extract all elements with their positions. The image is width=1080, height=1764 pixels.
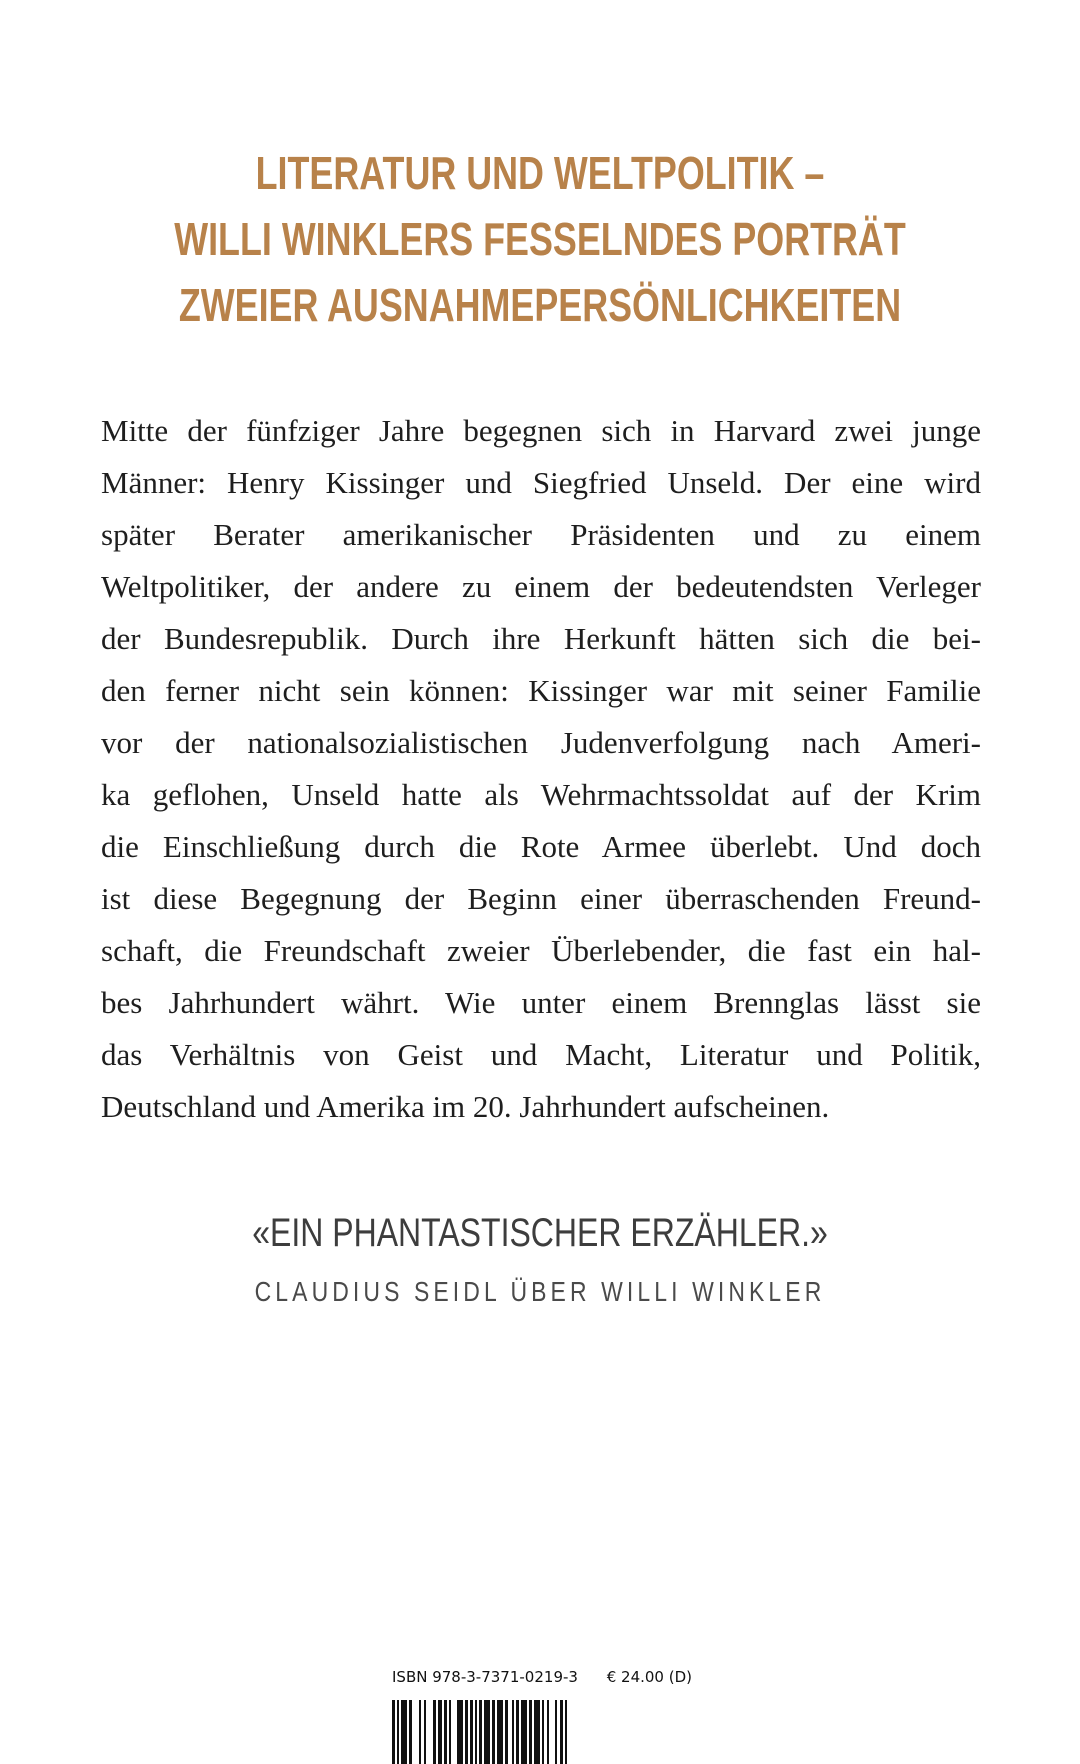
price: € 24.00 (D) [606, 1668, 692, 1686]
isbn-number: ISBN 978-3-7371-0219-3 [392, 1668, 578, 1686]
blurb-line: das Verhältnis von Geist und Macht, Literatur und Politik, [101, 1037, 981, 1072]
headline-line: LITERATUR UND WELTPOLITIK – [255, 147, 825, 199]
headline [119, 140, 961, 338]
barcode-icon [392, 1700, 690, 1764]
blurb-line: ist diese Begegnung der Beginn einer überraschenden Freund- [101, 881, 981, 916]
headline-line: WILLI WINKLERS FESSELNDES PORTRÄT [174, 213, 906, 265]
blurb-line: später Berater amerikanischer Präsidenten und zu einem [101, 517, 981, 552]
blurb-line: die Einschließung durch die Rote Armee überlebt. Und doch [101, 829, 981, 864]
blurb-line: Mitte der fünfziger Jahre begegnen sich in Harvard zwei junge [101, 413, 981, 448]
blurb-line: vor der nationalsozialistischen Judenverfolgung nach Ameri- [101, 725, 981, 760]
blurb-line: Männer: Henry Kissinger und Siegfried Unseld. Der eine wird [101, 465, 981, 500]
blurb-paragraph [101, 405, 981, 1133]
blurb-line: ka geflohen, Unseld hatte als Wehrmachtssoldat auf der Krim [101, 777, 981, 812]
blurb-line: den ferner nicht sein können: Kissinger war mit seiner Familie [101, 673, 981, 708]
review-quote: «EIN PHANTASTISCHER ERZÄHLER.» [252, 1211, 828, 1255]
blurb-line: schaft, die Freundschaft zweier Überlebender, die fast ein hal- [101, 933, 981, 968]
blurb-line: Weltpolitiker, der andere zu einem der bedeutendsten Verleger [101, 569, 981, 604]
isbn-price-row [392, 1668, 692, 1686]
blurb-line: Deutschland und Amerika im 20. Jahrhundert aufscheinen. [101, 1089, 830, 1124]
headline-line: ZWEIER AUSNAHMEPERSÖNLICHKEITEN [178, 279, 902, 331]
blurb-line: bes Jahrhundert währt. Wie unter einem Brennglas lässt sie [101, 985, 981, 1020]
blurb-line: der Bundesrepublik. Durch ihre Herkunft hätten sich die bei- [101, 621, 981, 656]
quote-attribution: CLAUDIUS SEIDL ÜBER WILLI WINKLER [254, 1276, 826, 1307]
